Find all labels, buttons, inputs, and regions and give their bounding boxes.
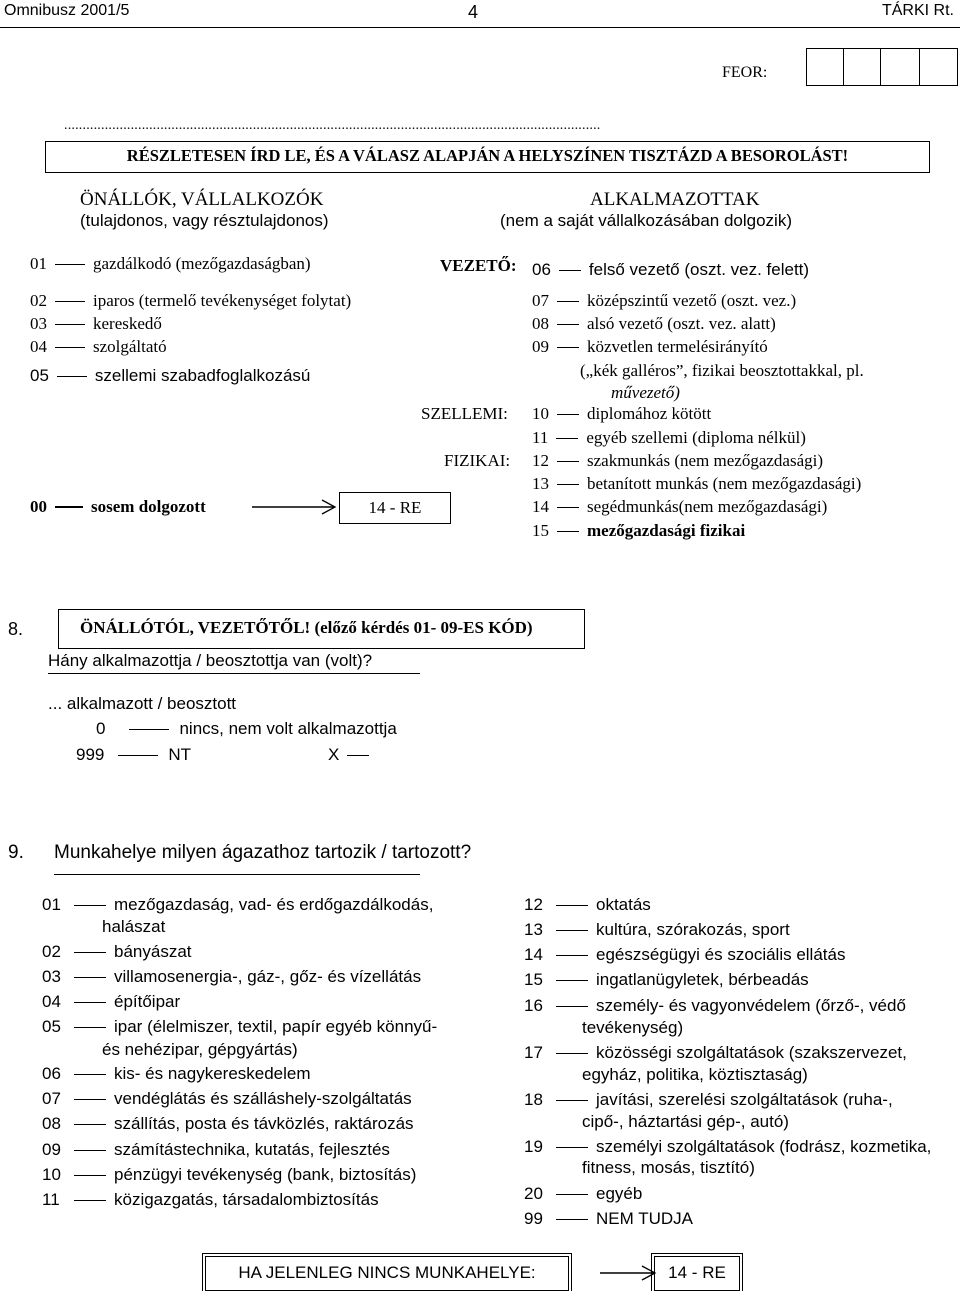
q8-number: 8.: [8, 619, 24, 639]
right-col-title: ALKALMAZOTTAK: [590, 189, 760, 210]
q9-option-09[interactable]: 09 számítástechnika, kutatás, fejlesztés: [42, 1140, 390, 1159]
left-col-subtitle: (tulajdonos, vagy résztulajdonos): [80, 211, 329, 230]
left-col-title: ÖNÁLLÓK, VÁLLALKOZÓK: [80, 189, 324, 210]
q9-option-13[interactable]: 13 kultúra, szórakozás, sport: [524, 920, 790, 939]
option-04[interactable]: 04 szolgáltató: [30, 337, 167, 356]
option-00-never-worked[interactable]: 00 sosem dolgozott: [30, 497, 206, 516]
option-03[interactable]: 03 kereskedő: [30, 314, 162, 333]
option-06[interactable]: 06 felső vezető (oszt. vez. felett): [532, 260, 810, 279]
option-09[interactable]: 09 közvetlen termelésirányító: [532, 337, 768, 356]
q8-option-0[interactable]: 0 nincs, nem volt alkalmazottja: [96, 719, 397, 738]
q9-option-17[interactable]: 17 közösségi szolgáltatások (szakszervezet,: [524, 1043, 907, 1062]
q9-option-02[interactable]: 02 bányászat: [42, 942, 192, 961]
q9-question: Munkahelye milyen ágazathoz tartozik / tartozott?: [54, 842, 472, 863]
q9-option-12[interactable]: 12 oktatás: [524, 895, 651, 914]
vezeto-label: VEZETŐ:: [440, 256, 517, 275]
option-12[interactable]: 12 szakmunkás (nem mezőgazdasági): [532, 451, 824, 470]
option-01[interactable]: 01 gazdálkodó (mezőgazdaságban): [30, 254, 311, 273]
q9-option-19[interactable]: 19 személyi szolgáltatások (fodrász, kozmetika,: [524, 1137, 932, 1156]
q9-option-04[interactable]: 04 építőipar: [42, 992, 181, 1011]
q9-option-05[interactable]: 05 ipar (élelmiszer, textil, papír egyéb könnyű-: [42, 1017, 438, 1036]
q8-filter: ÖNÁLLÓTÓL, VEZETŐTŐL! (előző kérdés 01- 09-ES KÓD): [80, 618, 533, 637]
right-col-subtitle: (nem a saját vállalkozásában dolgozik): [500, 211, 792, 230]
option-13[interactable]: 13 betanított munkás (nem mezőgazdasági): [532, 474, 862, 493]
q9-option-11[interactable]: 11 közigazgatás, társadalombiztosítás: [42, 1190, 379, 1209]
option-08[interactable]: 08 alsó vezető (oszt. vez. alatt): [532, 314, 776, 333]
q9-option-15[interactable]: 15 ingatlanügyletek, bérbeadás: [524, 970, 809, 989]
q9-option-17-cont: egyház, politika, köztisztaság): [582, 1065, 808, 1084]
q9-option-01[interactable]: 01 mezőgazdaság, vad- és erdőgazdálkodás,: [42, 895, 434, 914]
option-11[interactable]: 11 egyéb szellemi (diploma nélkül): [532, 428, 806, 447]
q9-underline: [54, 874, 420, 875]
q9-option-16-cont: tevékenység): [582, 1018, 684, 1037]
option-05[interactable]: 05 szellemi szabadfoglalkozású: [30, 366, 311, 385]
q9-option-19-cont: fitness, mosás, tisztító): [582, 1158, 755, 1177]
q8-question: Hány alkalmazottja / beosztottja van (volt)?: [48, 651, 373, 670]
option-09-note-cont: művezető): [611, 383, 680, 402]
q9-option-18[interactable]: 18 javítási, szerelési szolgáltatások (ruha-,: [524, 1090, 893, 1109]
q8-answer-field[interactable]: ... alkalmazott / beosztott: [48, 694, 237, 713]
q8-option-999[interactable]: 999 NT: [76, 745, 192, 764]
q9-option-06[interactable]: 06 kis- és nagykereskedelem: [42, 1064, 311, 1083]
header-right: TÁRKI Rt.: [881, 2, 954, 19]
instruction-text: RÉSZLETESEN ÍRD LE, ÉS A VÁLASZ ALAPJÁN A HELYSZÍNEN TISZTÁZD A BESOROLÁST!: [126, 146, 849, 165]
answer-dotted-line[interactable]: .................................................................................................................................................: [64, 118, 601, 133]
q9-option-05-cont: és nehézipar, gépgyártás): [102, 1040, 298, 1059]
q9-option-20[interactable]: 20 egyéb: [524, 1184, 643, 1203]
feor-label: FEOR:: [722, 64, 768, 81]
q9-number: 9.: [8, 842, 24, 863]
q8-x-mark[interactable]: X: [328, 745, 369, 765]
header-left: Omnibusz 2001/5: [4, 2, 130, 19]
q9-option-14[interactable]: 14 egészségügyi és szociális ellátás: [524, 945, 846, 964]
option-14[interactable]: 14 segédmunkás(nem mezőgazdasági): [532, 497, 828, 516]
option-10[interactable]: 10 diplomához kötött: [532, 404, 712, 423]
q9-option-16[interactable]: 16 személy- és vagyonvédelem (őrző-, védő: [524, 996, 906, 1015]
footer-route-label: 14 - RE: [668, 1263, 726, 1282]
q9-option-07[interactable]: 07 vendéglátás és szálláshely-szolgáltatás: [42, 1089, 412, 1108]
q9-option-99[interactable]: 99 NEM TUDJA: [524, 1209, 693, 1228]
q9-option-18-cont: cipő-, háztartási gép-, autó): [582, 1112, 789, 1131]
option-07[interactable]: 07 középszintű vezető (oszt. vez.): [532, 291, 797, 310]
q9-option-01-cont: halászat: [102, 917, 166, 936]
szellemi-label: SZELLEMI:: [421, 404, 508, 423]
option-09-note: („kék galléros”, fizikai beosztottakkal, pl.: [580, 361, 864, 380]
q8-underline: [48, 673, 420, 674]
option-02[interactable]: 02 iparos (termelő tevékenységet folytat): [30, 291, 352, 310]
option-15[interactable]: 15 mezőgazdasági fizikai: [532, 521, 746, 540]
q9-option-03[interactable]: 03 villamosenergia-, gáz-, gőz- és vízellátás: [42, 967, 422, 986]
q9-option-10[interactable]: 10 pénzügyi tevékenység (bank, biztosítás): [42, 1165, 417, 1184]
route-label-never: 14 - RE: [368, 498, 422, 517]
q9-option-08[interactable]: 08 szállítás, posta és távközlés, raktározás: [42, 1114, 414, 1133]
fizikai-label: FIZIKAI:: [444, 451, 511, 470]
footer-condition-label: HA JELENLEG NINCS MUNKAHELYE:: [238, 1263, 536, 1282]
page-number: 4: [468, 2, 479, 22]
